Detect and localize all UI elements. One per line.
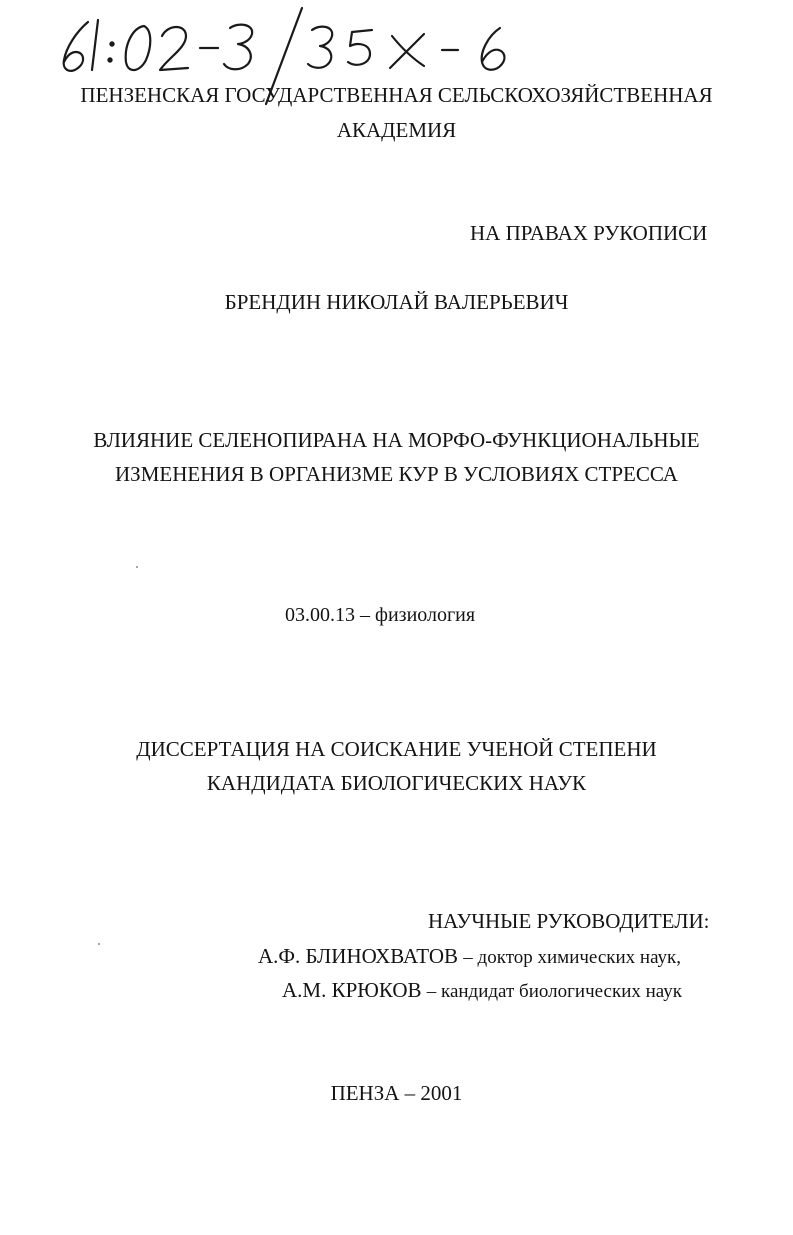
- specialty-code: 03.00.13 – физиология: [285, 604, 476, 626]
- scan-speck: [98, 943, 100, 945]
- supervisor-degree: – кандидат биологических наук: [426, 981, 682, 1002]
- institution-line-2: АКАДЕМИЯ: [336, 118, 457, 142]
- degree-line-2: КАНДИДАТА БИОЛОГИЧЕСКИХ НАУК: [206, 771, 587, 795]
- author-name: БРЕНДИН НИКОЛАЙ ВАЛЕРЬЕВИЧ: [224, 290, 569, 314]
- place-and-year: ПЕНЗА – 2001: [330, 1081, 463, 1105]
- institution-line-1: ПЕНЗЕНСКАЯ ГОСУДАРСТВЕННАЯ СЕЛЬСКОХОЗЯЙСТВЕННАЯ: [80, 83, 713, 107]
- supervisor-name: А.Ф. БЛИНОХВАТОВ: [258, 944, 459, 968]
- supervisors-heading: НАУЧНЫЕ РУКОВОДИТЕЛИ:: [428, 909, 710, 933]
- supervisor-row: [258, 943, 681, 971]
- supervisor-row: [282, 977, 682, 1005]
- degree-line-1: ДИССЕРТАЦИЯ НА СОИСКАНИЕ УЧЕНОЙ СТЕПЕНИ: [136, 737, 657, 761]
- manuscript-rights: НА ПРАВАХ РУКОПИСИ: [470, 221, 708, 245]
- scan-speck: [136, 566, 138, 568]
- dissertation-title-line-1: ВЛИЯНИЕ СЕЛЕНОПИРАНА НА МОРФО-ФУНКЦИОНАЛЬНЫЕ: [93, 428, 700, 452]
- supervisor-name: А.М. КРЮКОВ: [282, 978, 422, 1002]
- supervisor-degree: – доктор химических наук,: [463, 947, 682, 968]
- dissertation-title-line-2: ИЗМЕНЕНИЯ В ОРГАНИЗМЕ КУР В УСЛОВИЯХ СТРЕССА: [115, 462, 678, 486]
